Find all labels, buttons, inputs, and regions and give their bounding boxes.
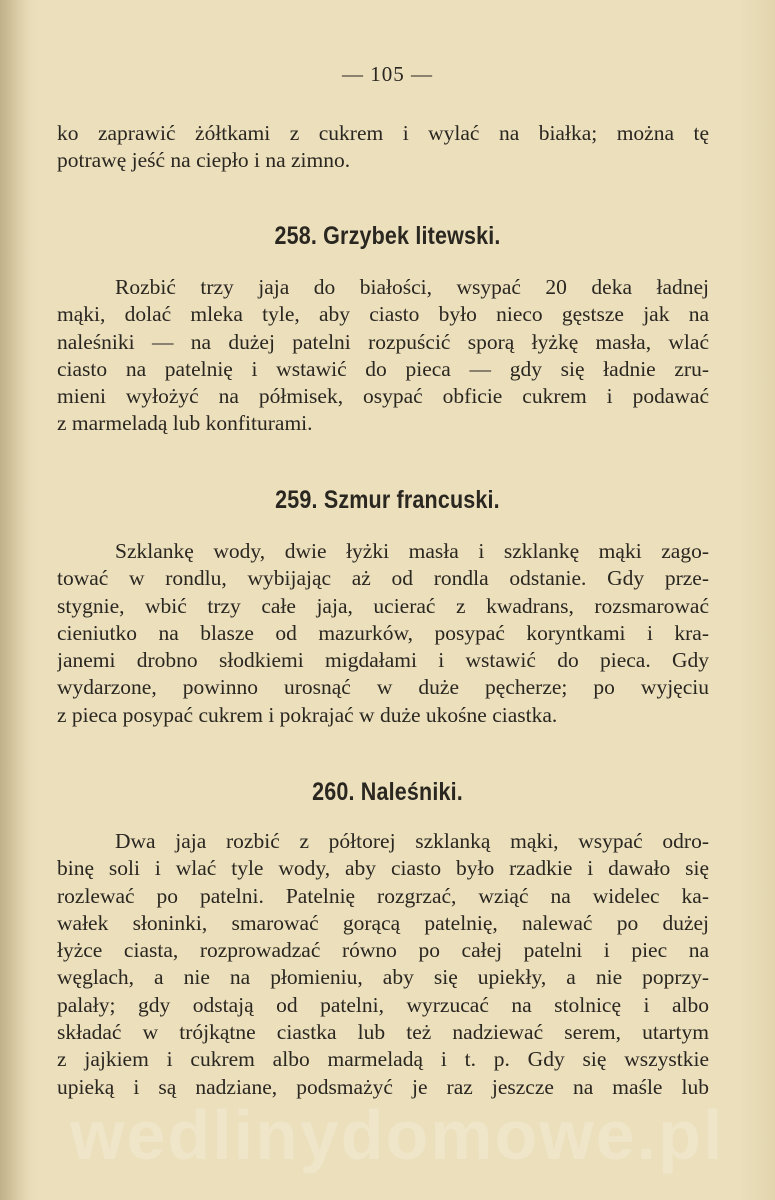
watermark: wedlinydomowe.pl xyxy=(70,1096,725,1174)
text-line: wydarzone, powinno urosnąć w duże pęcherze; po wyjęciu xyxy=(57,675,709,700)
text-line: wałek słoninki, smarować gorącą patelnię, nalewać po dużej xyxy=(57,910,709,935)
recipe-259-paragraph xyxy=(57,538,709,729)
text-line: potrawę jeść na ciepło i na zimno. xyxy=(57,148,351,173)
text-line: mieni wyłożyć na półmisek, osypać obficie cukrem i podawać xyxy=(57,384,709,409)
text-line: z marmeladą lub konfiturami. xyxy=(57,411,313,436)
text-line: palały; gdy odstają od patelni, wyrzucać na stolnicę i albo xyxy=(57,992,709,1017)
text-line: cieniutko na blasze od mazurków, posypać koryntkami i kra- xyxy=(57,620,709,645)
text-line: Rozbić trzy jaja do białości, wsypać 20 deka ładnej xyxy=(115,275,709,299)
text-line: naleśniki — na dużej patelni rozpuścić sporą łyżkę masła, wlać xyxy=(57,329,709,354)
text-line: ciasto na patelnię i wstawić do pieca — gdy się ładnie zru- xyxy=(57,356,709,381)
text-line: węglach, a nie na płomieniu, aby się upiekły, a nie poprzy- xyxy=(57,965,709,990)
recipe-heading-260: 260. Naleśniki. xyxy=(312,778,463,806)
text-line: Szklankę wody, dwie łyżki masła i szklankę mąki zago- xyxy=(115,539,709,563)
text-line: Dwa jaja rozbić z półtorej szklanką mąki, wsypać odro- xyxy=(115,829,709,853)
text-line: z pieca posypać cukrem i pokrajać w duże ukośne ciastka. xyxy=(57,702,558,727)
text-line: z jajkiem i cukrem albo marmeladą i t. p. Gdy się wszystkie xyxy=(57,1047,709,1072)
recipe-260-paragraph xyxy=(57,828,709,1101)
text-line: łyżce ciasta, rozprowadzać równo po całej patelni i piec na xyxy=(57,938,709,963)
text-line: stygnie, wbić trzy całe jaja, ucierać z kwadrans, rozsmarować xyxy=(57,593,709,618)
text-line: rozlewać po patelni. Patelnię rozgrzać, wziąć na widelec ka- xyxy=(57,883,709,908)
text-line: ko zaprawić żółtkami z cukrem i wylać na białka; można tę xyxy=(57,121,709,145)
text-line: janemi drobno słodkiemi migdałami i wstawić do pieca. Gdy xyxy=(57,648,709,673)
recipe-heading-259: 259. Szmur francuski. xyxy=(275,486,500,514)
text-line: binę soli i wlać tyle wody, aby ciasto było rzadkie i dawało się xyxy=(57,856,709,881)
recipe-258-paragraph xyxy=(57,274,709,438)
text-line: mąki, dolać mleka tyle, aby ciasto było nieco gęstsze jak na xyxy=(57,302,709,327)
intro-paragraph xyxy=(57,120,709,175)
page-number: — 105 — xyxy=(342,62,433,86)
text-line: tować w rondlu, wybijając aż od rondla odstanie. Gdy prze- xyxy=(57,566,709,591)
recipe-heading-258: 258. Grzybek litewski. xyxy=(274,222,501,250)
text-line: upieką i są nadziane, podsmażyć je raz jeszcze na maśle lub xyxy=(57,1074,709,1099)
page-binding-shadow xyxy=(0,0,30,1200)
text-line: składać w trójkątne ciastka lub też nadziewać serem, utartym xyxy=(57,1020,709,1045)
